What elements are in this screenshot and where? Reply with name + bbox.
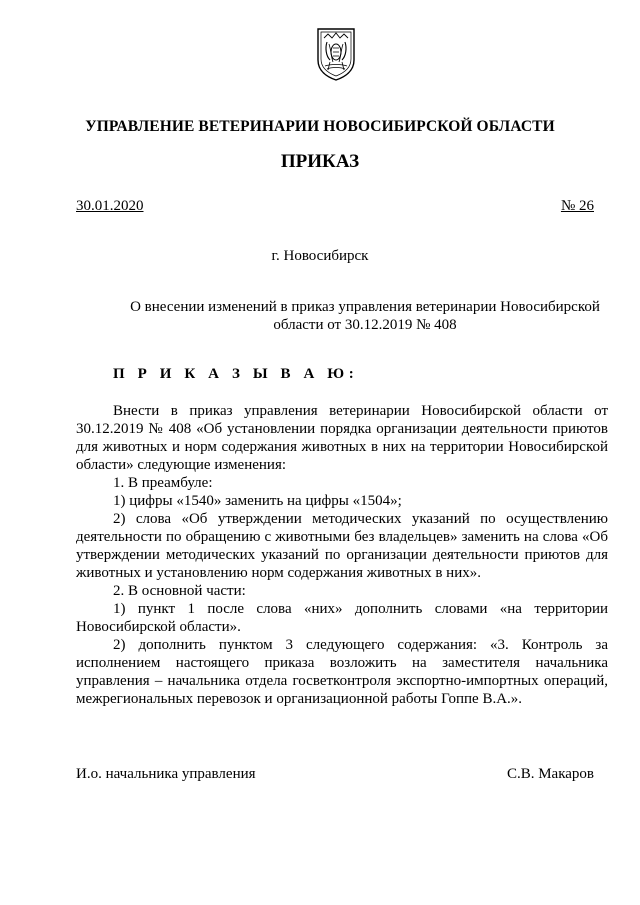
- document-subject: О внесении изменений в приказ управления ветеринарии Новосибирской области от 30.12.2019 № 408: [130, 299, 600, 333]
- body-paragraph: 2. В основной части:: [113, 583, 246, 599]
- document-body: [76, 402, 608, 708]
- body-paragraph: 1) цифры «1540» заменить на цифры «1504»;: [113, 493, 402, 509]
- city: г. Новосибирск: [271, 248, 369, 264]
- organization-name: УПРАВЛЕНИЕ ВЕТЕРИНАРИИ НОВОСИБИРСКОЙ ОБЛАСТИ: [85, 118, 555, 135]
- signatory-position: И.о. начальника управления: [76, 766, 256, 782]
- body-paragraph: Внести в приказ управления ветеринарии Новосибирской области от 30.12.2019 № 408 «Об установлении порядка организации деятельности приютов для животных и норм содержания животных в них на территории Новосибирской области» следующие изменения:: [76, 403, 608, 473]
- document-date: 30.01.2020: [76, 198, 144, 214]
- body-paragraph: 2) слова «Об утверждении методических указаний по осуществлению деятельности по обращению с животными без владельцев» заменить на слова «Об утверждении методических указаний по организации деятельности приютов для животных и установлению норм содержания животных в них».: [76, 511, 608, 581]
- document-number: № 26: [560, 198, 594, 214]
- signatory-name: С.В. Макаров: [506, 766, 594, 782]
- coat-of-arms-icon: [315, 26, 357, 82]
- body-paragraph: 2) дополнить пунктом 3 следующего содержания: «3. Контроль за исполнением настоящего приказа возложить на заместителя начальника управления – начальника отдела госветконтроля экспортно-импортных операций, межрегиональных перевозок и организационной работы Гоппе В.А.».: [76, 637, 608, 707]
- body-paragraph: 1) пункт 1 после слова «них» дополнить словами «на территории Новосибирской области».: [76, 601, 608, 635]
- body-paragraph: 1. В преамбуле:: [113, 475, 213, 491]
- document-type: ПРИКАЗ: [280, 151, 360, 172]
- order-heading: П Р И К А З Ы В А Ю:: [113, 366, 359, 382]
